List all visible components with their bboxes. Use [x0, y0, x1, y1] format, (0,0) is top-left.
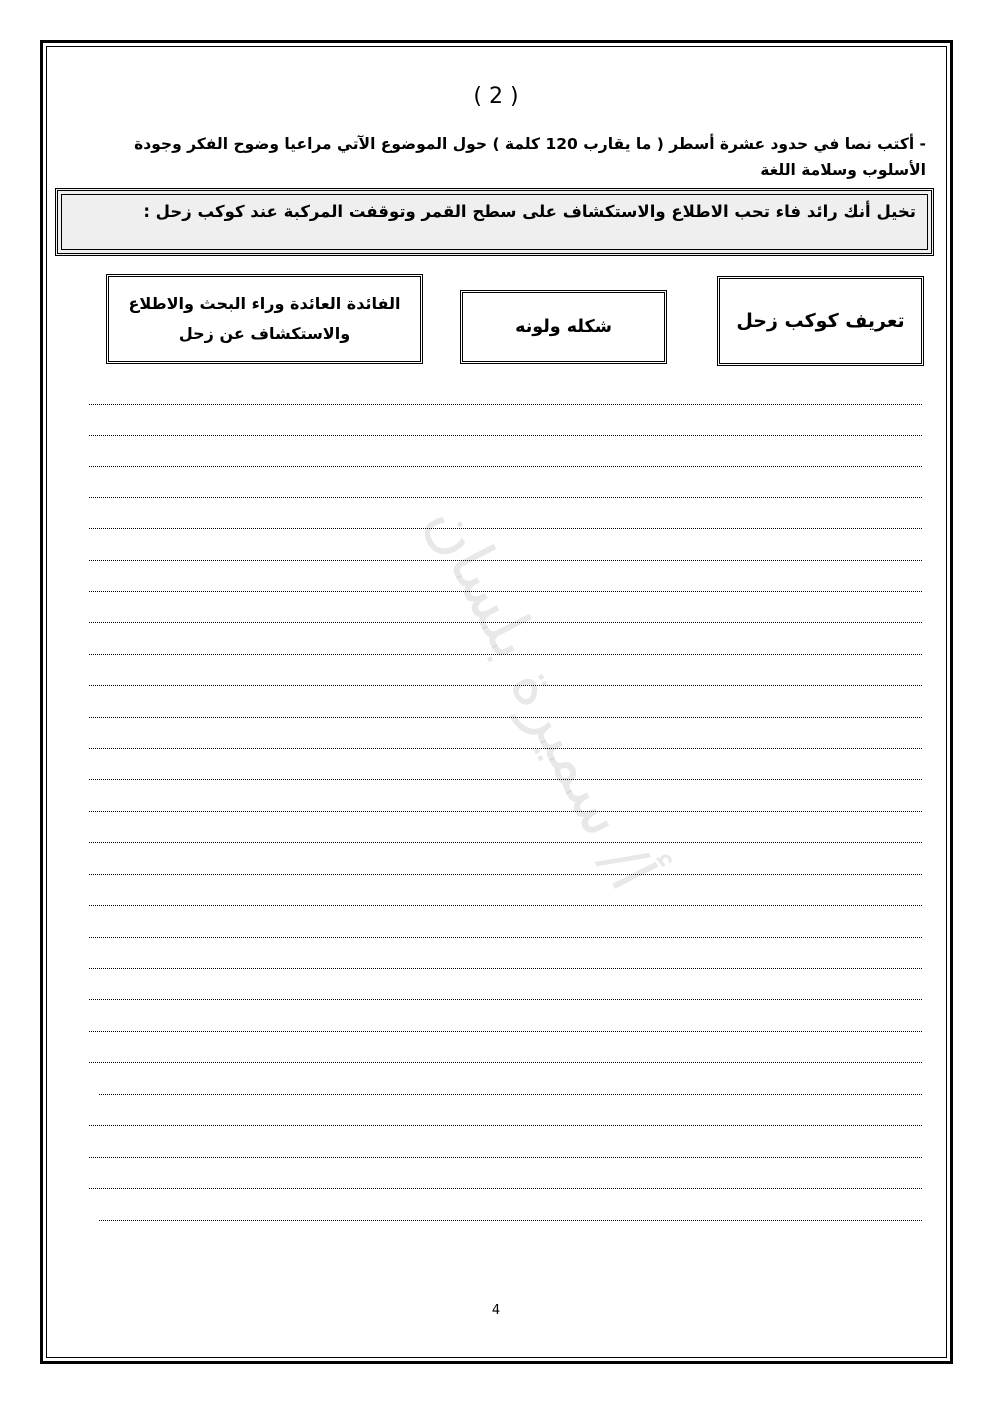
writing-line[interactable] [89, 466, 922, 467]
writing-line[interactable] [89, 717, 922, 718]
writing-line[interactable] [89, 1157, 922, 1158]
writing-line[interactable] [89, 404, 922, 405]
writing-line[interactable] [89, 685, 922, 686]
question-number: ( 2 ) [473, 84, 519, 109]
watermark-signature: أ/ سميرة بلسان [412, 492, 670, 902]
writing-line[interactable] [89, 748, 922, 749]
instructions-text: - أكتب نصا في حدود عشرة أسطر ( ما يقارب 120 كلمة ) حول الموضوع الآتي مراعيا وضوح الفكر وجودة الأسلوب وسلامة اللغة [134, 135, 926, 179]
writing-line[interactable] [89, 528, 922, 529]
writing-line[interactable] [99, 1094, 922, 1095]
hint-label: شكله ولونه [515, 317, 612, 337]
writing-line[interactable] [89, 968, 922, 969]
writing-line[interactable] [89, 622, 922, 623]
writing-line[interactable] [89, 874, 922, 875]
writing-line[interactable] [89, 435, 922, 436]
writing-line[interactable] [89, 1188, 922, 1189]
writing-line[interactable] [89, 497, 922, 498]
prompt-text: تخيل أنك رائد فاء تحب الاطلاع والاستكشاف على سطح القمر وتوقفت المركبة عند كوكب زحل : [143, 202, 916, 221]
writing-line[interactable] [89, 560, 922, 561]
writing-line[interactable] [89, 591, 922, 592]
writing-line[interactable] [89, 1031, 922, 1032]
hint-label: تعريف كوكب زحل [736, 310, 905, 332]
writing-line[interactable] [89, 779, 922, 780]
writing-line[interactable] [89, 654, 922, 655]
writing-line[interactable] [89, 999, 922, 1000]
page-number: 4 [491, 1303, 501, 1318]
writing-line[interactable] [89, 905, 922, 906]
writing-line[interactable] [89, 811, 922, 812]
writing-line[interactable] [99, 1220, 922, 1221]
writing-line[interactable] [89, 1125, 922, 1126]
writing-line[interactable] [89, 842, 922, 843]
writing-line[interactable] [89, 1062, 922, 1063]
hint-label: الفائدة العائدة وراء البحث والاطلاع والاستكشاف عن زحل [128, 294, 401, 343]
writing-line[interactable] [89, 937, 922, 938]
